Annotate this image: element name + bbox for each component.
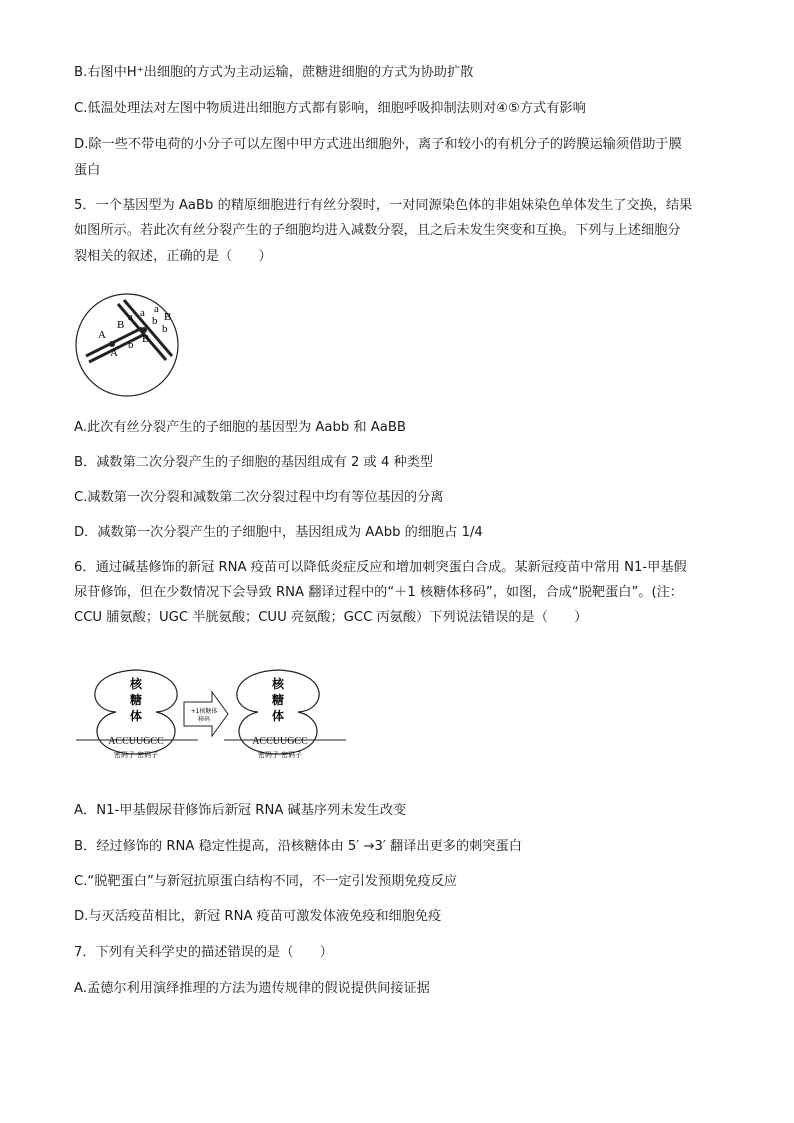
- option-c-q5: C.减数第一次分裂和减数第二次分裂过程中均有等位基因的分离: [74, 490, 444, 505]
- question-6-line-1: 6．通过碱基修饰的新冠 RNA 疫苗可以降低炎症反应和增加刺突蛋白合成。某新冠疫苗中常用 N1-甲基假: [74, 560, 687, 575]
- question-5-line-3: 裂相关的叙述，正确的是（ ）: [74, 249, 272, 264]
- option-d-q4: D.除一些不带电荷的小分子可以左图中甲方式进出细胞外，离子和较小的有机分子的跨膜运输须借助于膜: [74, 137, 682, 152]
- gene-label: a: [140, 307, 145, 319]
- option-a-q7: A.孟德尔利用演绎推理的方法为遗传规律的假说提供间接证据: [74, 981, 430, 996]
- ribosome-label: 糖: [271, 693, 285, 707]
- codon-labels-right: 密码子 密码子: [257, 751, 303, 759]
- gene-label: B: [142, 333, 150, 345]
- question-6-line-3: CCU 脯氨酸；UGC 半胱氨酸；CUU 亮氨酸；GCC 丙氨酸）下列说法错误的是（ ）: [74, 610, 588, 625]
- option-b-q4: B.右图中H⁺出细胞的方式为主动运输，蔗糖进细胞的方式为协助扩散: [74, 65, 474, 80]
- option-d-q6: D.与灭活疫苗相比，新冠 RNA 疫苗可激发体液免疫和细胞免疫: [74, 909, 442, 924]
- mrna-sequence-right: ACCUUGCC: [252, 736, 308, 747]
- ribosome-label: 体: [129, 709, 143, 723]
- ribosome-label: 糖: [129, 693, 143, 707]
- gene-label: B: [164, 311, 172, 323]
- question-7: 7．下列有关科学史的描述错误的是（ ）: [74, 945, 333, 960]
- gene-label: A: [98, 329, 106, 341]
- option-c-q4: C.低温处理法对左图中物质进出细胞方式都有影响，细胞呼吸抑制法则对④⑤方式有影响: [74, 101, 586, 116]
- question-6-line-2: 尿苷修饰，但在少数情况下会导致 RNA 翻译过程中的“＋1 核糖体移码”，如图，合成“脱靶蛋白”。(注：: [74, 585, 683, 600]
- gene-label: B: [117, 319, 125, 331]
- mrna-sequence-left: ACCUUGCC: [108, 736, 164, 747]
- option-b-q5: B．减数第二次分裂产生的子细胞的基因组成有 2 或 4 种类型: [74, 455, 434, 470]
- option-d-q5: D．减数第一次分裂产生的子细胞中，基因组成为 AAbb 的细胞占 1/4: [74, 525, 483, 540]
- question-5-line-2: 如图所示。若此次有丝分裂产生的子细胞均进入减数分裂，且之后未发生突变和互换。下列与上述细胞分: [74, 223, 681, 238]
- question-5-line-1: 5．一个基因型为 AaBb 的精原细胞进行有丝分裂时，一对同源染色体的非姐妹染色单体发生了交换，结果: [74, 198, 693, 213]
- ribosome-label: 核: [129, 677, 143, 691]
- frameshift-arrow-icon: [184, 692, 228, 736]
- ribosome-frameshift-figure: [76, 662, 366, 772]
- gene-label: b: [162, 323, 168, 335]
- cell-chromosome-figure: [72, 290, 182, 400]
- gene-label: a: [128, 311, 133, 323]
- gene-label: b: [128, 339, 134, 351]
- gene-label: a: [154, 303, 159, 315]
- codon-labels-left: 密码子 密码子: [113, 751, 159, 759]
- gene-label: b: [152, 315, 158, 327]
- ribosome-label: 核: [271, 677, 285, 691]
- ribosome-label: 体: [271, 709, 285, 723]
- gene-label: A: [110, 347, 118, 359]
- option-d-q4-cont: 蛋白: [74, 163, 101, 178]
- option-b-q6: B．经过修饰的 RNA 稳定性提高，沿核糖体由 5′ →3′ 翻译出更多的刺突蛋白: [74, 839, 522, 854]
- arrow-label: +1核糖体: [190, 708, 218, 715]
- option-a-q5: A.此次有丝分裂产生的子细胞的基因型为 Aabb 和 AaBB: [74, 420, 406, 435]
- option-a-q6: A．N1-甲基假尿苷修饰后新冠 RNA 碱基序列未发生改变: [74, 803, 407, 818]
- option-c-q6: C.“脱靶蛋白”与新冠抗原蛋白结构不同，不一定引发预期免疫反应: [74, 874, 458, 889]
- arrow-label: 移码: [197, 716, 211, 723]
